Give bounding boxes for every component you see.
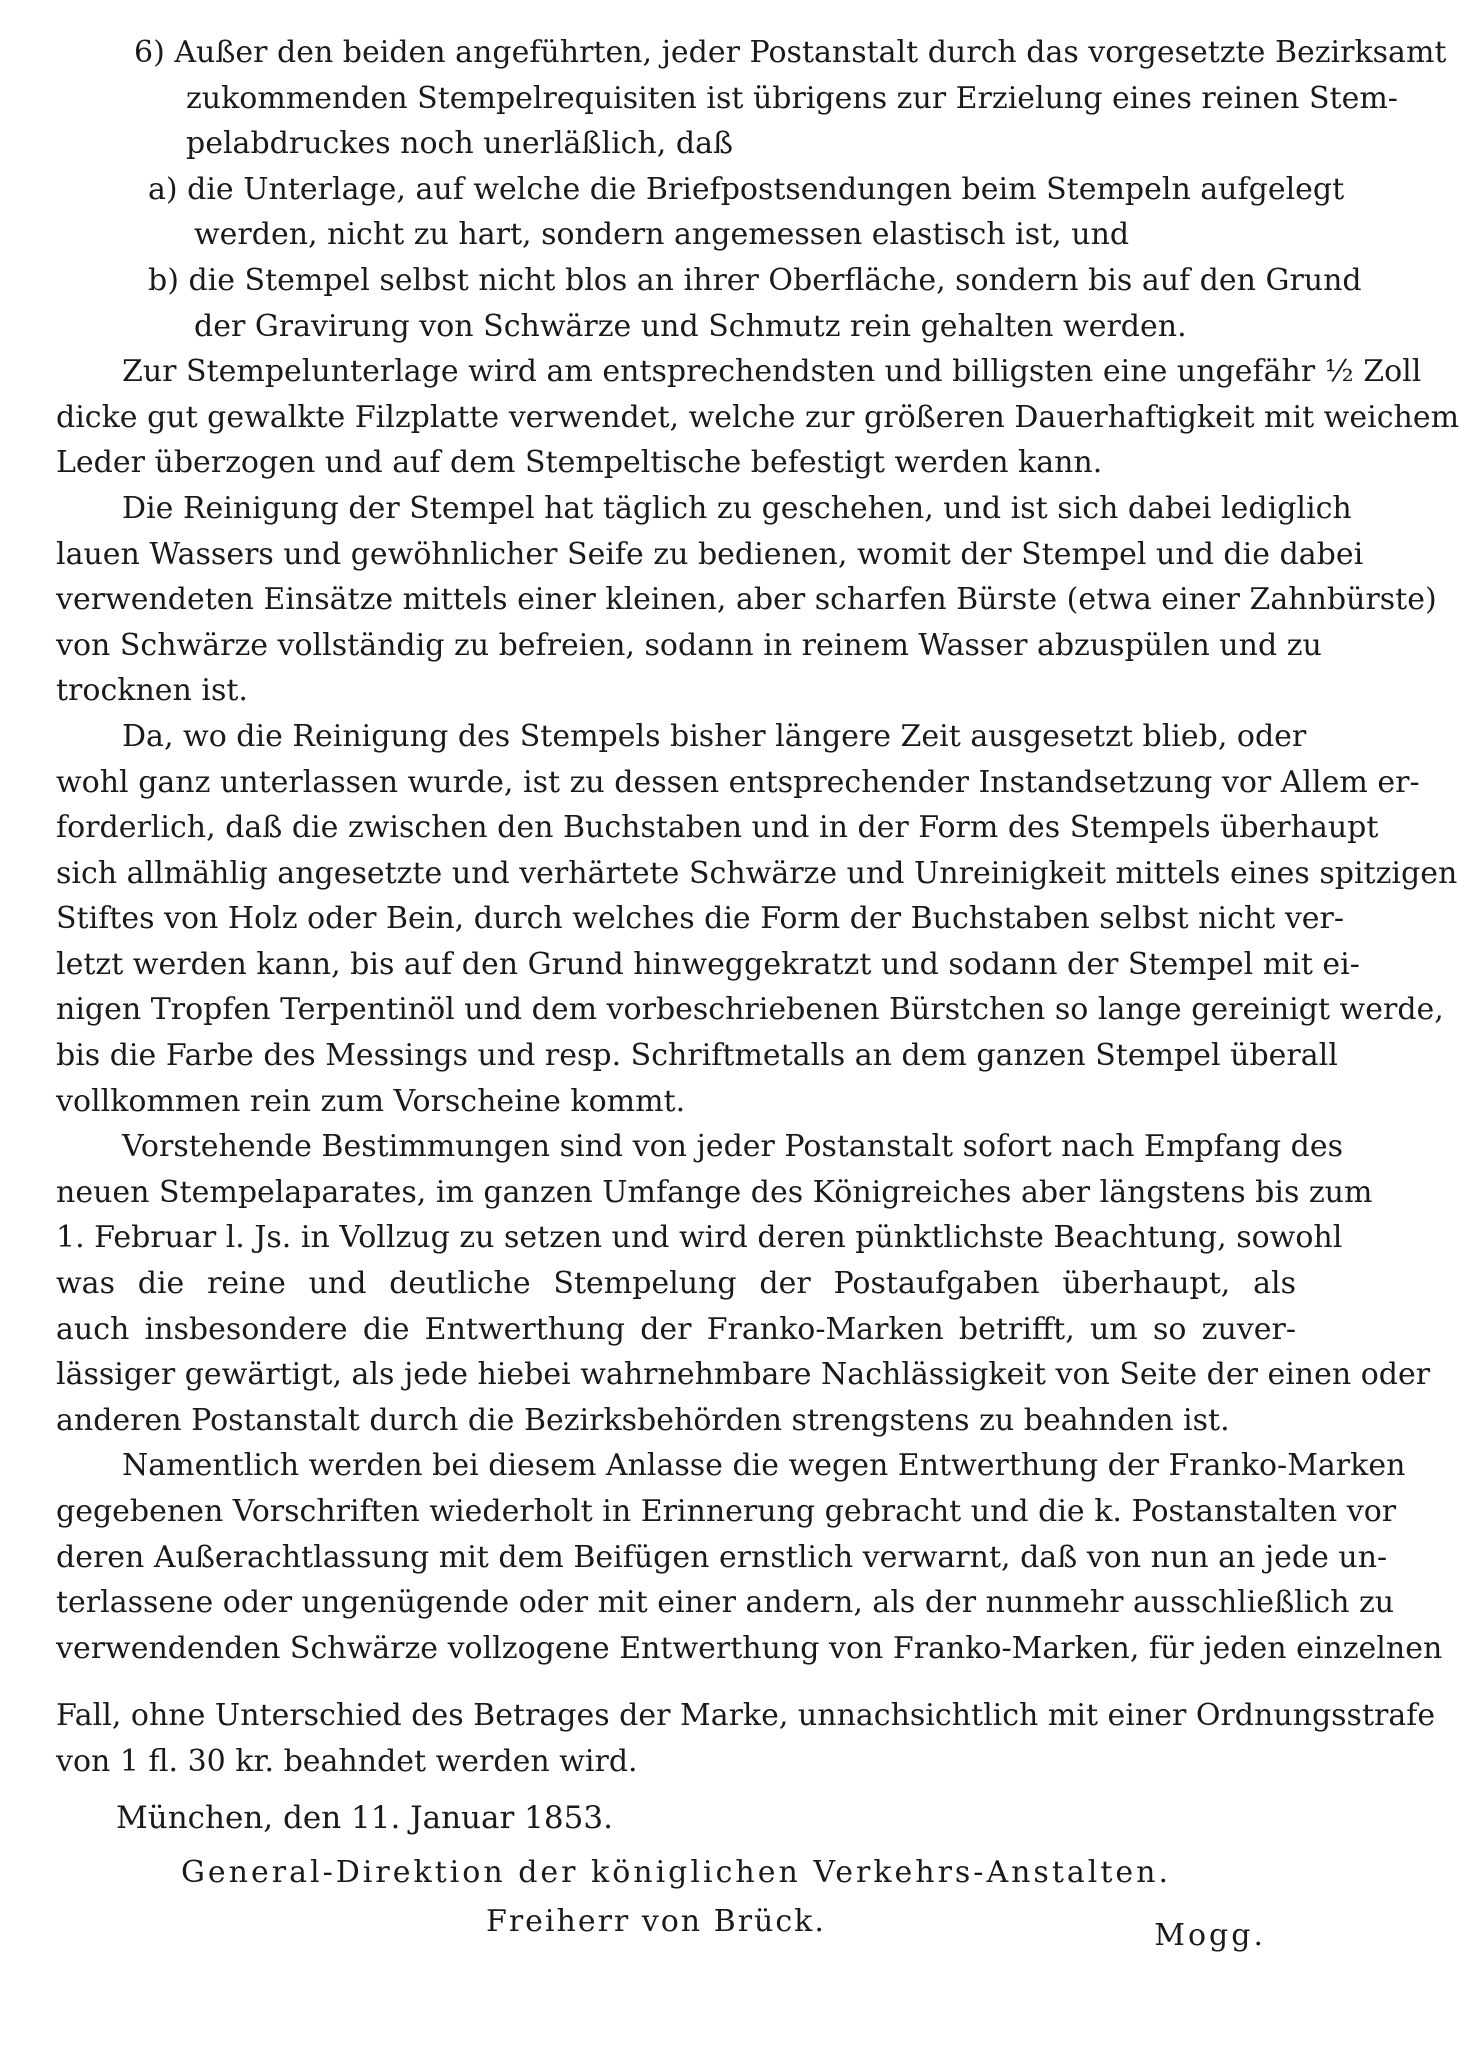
text-line: Die Reinigung der Stempel hat täglich zu geschehen, und ist sich dabei lediglich bbox=[122, 490, 1352, 526]
signature-names bbox=[56, 1897, 1296, 1953]
text-line: verwendeten Einsätze mittels einer kleinen, aber scharfen Bürste (etwa einer Zahnbürste) bbox=[56, 582, 1437, 618]
text-line: was die reine und deutliche Stempelung der Postaufgaben überhaupt, als bbox=[56, 1266, 1296, 1302]
text-line: vollkommen rein zum Vorscheine kommt. bbox=[56, 1083, 686, 1119]
text-line: neuen Stempelaparates, im ganzen Umfange des Königreiches aber längstens bis zum bbox=[56, 1174, 1373, 1210]
text-line: gegebenen Vorschriften wiederholt in Erinnerung gebracht und die k. Postanstalten vor bbox=[56, 1494, 1397, 1529]
text-line: 6) Außer den beiden angeführten, jeder Postanstalt durch das vorgesetzte Bezirksamt bbox=[134, 35, 1447, 70]
text-line: der Gravirung von Schwärze und Schmutz rein gehalten werden. bbox=[194, 308, 1187, 344]
text-line: auch insbesondere die Entwerthung der Franko-Marken betrifft, um so zuver- bbox=[56, 1311, 1296, 1347]
text-line: Fall, ohne Unterschied des Betrages der Marke, unnachsichtlich mit einer Ordnungsstrafe bbox=[56, 1698, 1436, 1734]
paragraph-gap bbox=[56, 1671, 1296, 1693]
text-line: Leder überzogen und auf dem Stempeltische befestigt werden kann. bbox=[56, 445, 1103, 481]
text-line: von 1 fl. 30 kr. beahndet werden wird. bbox=[56, 1743, 638, 1779]
text-line: Da, wo die Reinigung des Stempels bisher längere Zeit ausgesetzt blieb, oder bbox=[122, 718, 1307, 754]
text-line: deren Außerachtlassung mit dem Beifügen ernstlich verwarnt, daß von nun an jede un- bbox=[56, 1539, 1388, 1575]
text-line: Stiftes von Holz oder Bein, durch welches die Form der Buchstaben selbst nicht ver- bbox=[56, 901, 1344, 937]
text-line: lauen Wassers und gewöhnlicher Seife zu bedienen, womit der Stempel und die dabei bbox=[56, 536, 1364, 572]
text-line: trocknen ist. bbox=[56, 673, 248, 709]
text-line: bis die Farbe des Messings und resp. Schriftmetalls an dem ganzen Stempel überall bbox=[56, 1038, 1338, 1074]
text-line: verwendenden Schwärze vollzogene Entwerthung von Franko-Marken, für jeden einzelnen bbox=[56, 1630, 1443, 1666]
text-line: 1. Februar l. Js. in Vollzug zu setzen und wird deren pünktlichste Beachtung, sowohl bbox=[56, 1220, 1343, 1256]
text-line: sich allmählig angesetzte und verhärtete Schwärze und Unreinigkeit mittels eines spitzigen bbox=[56, 855, 1458, 891]
text-line: von Schwärze vollständig zu befreien, sodann in reinem Wasser abzuspülen und zu bbox=[56, 627, 1322, 663]
text-line: Vorstehende Bestimmungen sind von jeder Postanstalt sofort nach Empfang des bbox=[122, 1129, 1344, 1165]
signature-name-right: Mogg. bbox=[1154, 1917, 1266, 1953]
text-line: zukommenden Stempelrequisiten ist übrigens zur Erzielung eines reinen Stem- bbox=[186, 80, 1398, 116]
text-line: forderlich, daß die zwischen den Buchstaben und in der Form des Stempels überhaupt bbox=[56, 810, 1379, 846]
signature-date: München, den 11. Januar 1853. bbox=[116, 1799, 613, 1836]
text-line: a) die Unterlage, auf welche die Briefpostsendungen beim Stempeln aufgelegt bbox=[148, 171, 1345, 207]
text-line: dicke gut gewalkte Filzplatte verwendet, welche zur größeren Dauerhaftigkeit mit weichem bbox=[56, 399, 1459, 435]
text-line: b) die Stempel selbst nicht blos an ihrer Oberfläche, sondern bis auf den Grund bbox=[148, 262, 1362, 298]
body-text bbox=[56, 30, 1459, 1785]
text-line: nigen Tropfen Terpentinöl und dem vorbeschriebenen Bürstchen so lange gereinigt werde, bbox=[56, 992, 1444, 1028]
signature-name-left: Freiherr von Brück. bbox=[486, 1903, 826, 1939]
text-line: Namentlich werden bei diesem Anlasse die wegen Entwerthung der Franko-Marken bbox=[122, 1448, 1406, 1484]
text-line: wohl ganz unterlassen wurde, ist zu dessen entsprechender Instandsetzung vor Allem er- bbox=[56, 764, 1420, 800]
text-line: terlassene oder ungenügende oder mit einer andern, als der nunmehr ausschließlich zu bbox=[56, 1585, 1395, 1621]
text-line: werden, nicht zu hart, sondern angemessen elastisch ist, und bbox=[194, 217, 1130, 253]
text-line: letzt werden kann, bis auf den Grund hinweggekratzt und sodann der Stempel mit ei- bbox=[56, 946, 1360, 982]
text-line: Zur Stempelunterlage wird am entsprechendsten und billigsten eine ungefähr ½ Zoll bbox=[122, 354, 1422, 390]
text-line: pelabdruckes noch unerläßlich, daß bbox=[186, 126, 733, 162]
signature-organization: General-Direktion der königlichen Verkehrs-Anstalten. bbox=[180, 1854, 1172, 1890]
text-line: anderen Postanstalt durch die Bezirksbehörden strengstens zu beahnden ist. bbox=[56, 1402, 1230, 1438]
text-line: lässiger gewärtigt, als jede hiebei wahrnehmbare Nachlässigkeit von Seite der einen oder bbox=[56, 1357, 1431, 1393]
